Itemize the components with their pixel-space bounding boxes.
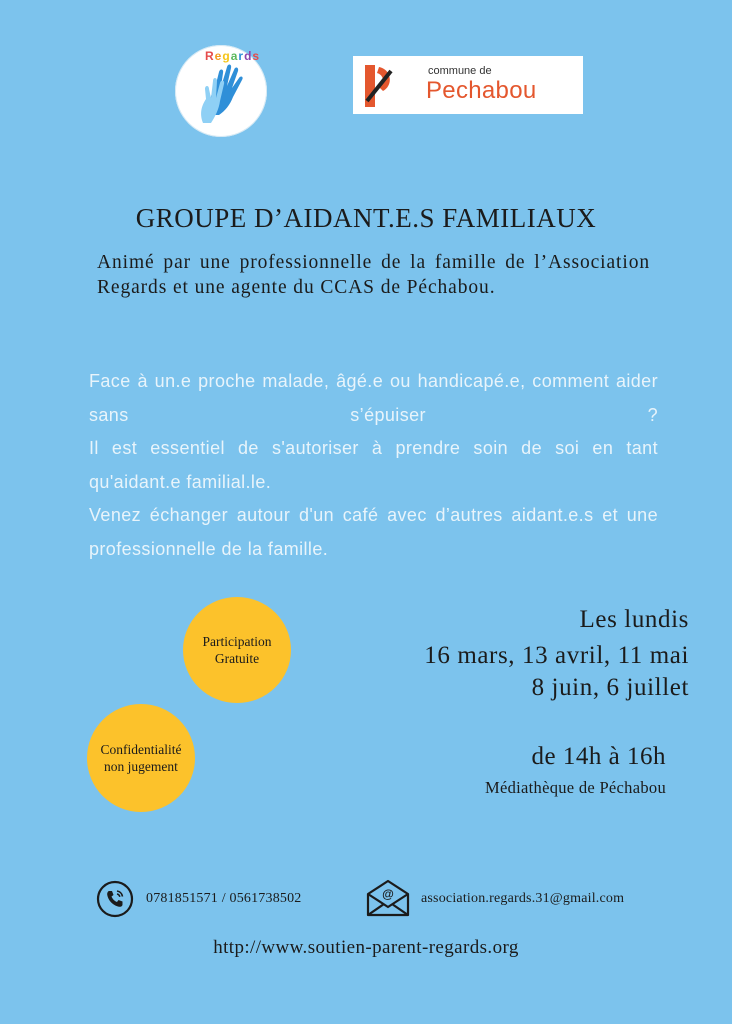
body-text bbox=[89, 365, 658, 566]
email-address[interactable]: association.regards.31@gmail.com bbox=[421, 891, 625, 906]
regards-word: Regards bbox=[205, 49, 261, 63]
phone-icon bbox=[96, 880, 134, 918]
body-paragraph-2: Il est essentiel de s'autoriser à prendre soin de soi en tant qu'aidant.e familial.le. bbox=[89, 438, 658, 492]
page-title: GROUPE D’AIDANT.E.S FAMILIAUX bbox=[135, 203, 597, 233]
confidentialite-line1: Confidentialité bbox=[100, 742, 182, 757]
schedule-dates-line1: 16 mars, 13 avril, 11 mai bbox=[424, 642, 689, 669]
subtitle: Animé par une professionnelle de la famille de l’Association Regards et une agente du CCAS de Péchabou. bbox=[97, 252, 650, 298]
schedule-venue: Médiathèque de Péchabou bbox=[484, 778, 666, 797]
participation-line2: Gratuite bbox=[214, 651, 260, 666]
mail-icon bbox=[365, 878, 411, 918]
commune-de-label: commune de bbox=[428, 65, 492, 77]
schedule-dates-line2: 8 juin, 6 juillet bbox=[531, 674, 689, 701]
phone-numbers: 0781851571 / 0561738502 bbox=[146, 891, 302, 906]
participation-badge bbox=[183, 597, 291, 703]
schedule-heading: Les lundis bbox=[579, 606, 689, 633]
body-paragraph-1: Face à un.e proche malade, âgé.e ou handicapé.e, comment aider sans s’épuiser ? bbox=[89, 371, 658, 425]
regards-logo bbox=[175, 45, 267, 137]
confidentialite-line2: non jugement bbox=[104, 759, 178, 774]
body-paragraph-3: Venez échanger autour d'un café avec d’autres aidant.e.s et une professionnelle de la famille. bbox=[89, 505, 658, 559]
pechabou-p-icon bbox=[361, 61, 395, 111]
website-link[interactable]: http://www.soutien-parent-regards.org bbox=[213, 937, 519, 958]
commune-name: Pechabou bbox=[426, 77, 537, 104]
svg-text:@: @ bbox=[382, 887, 394, 901]
confidentialite-badge bbox=[87, 704, 195, 812]
schedule-hours: de 14h à 16h bbox=[531, 743, 666, 770]
commune-pechabou-logo bbox=[353, 56, 583, 114]
participation-line1: Participation bbox=[202, 634, 272, 649]
